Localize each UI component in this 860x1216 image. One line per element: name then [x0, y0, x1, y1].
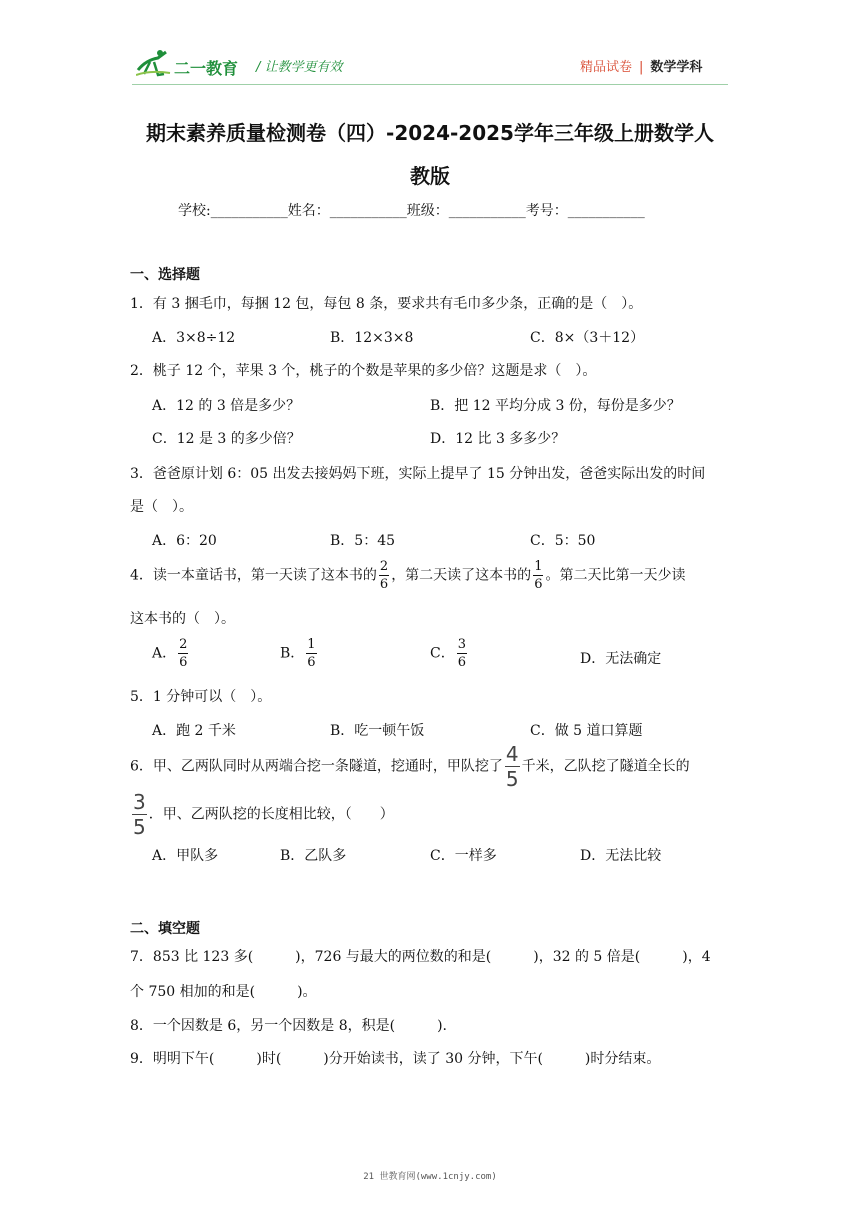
- fraction: [178, 638, 188, 669]
- question-3-option-a: A．6：20: [152, 533, 217, 549]
- question-5-option-c: C．做 5 道口算题: [530, 723, 643, 739]
- fraction-denominator: 5: [505, 767, 519, 791]
- question-4-stem-line1: [130, 560, 685, 591]
- question-6-option-a: A．甲队多: [152, 848, 219, 864]
- question-4-option-a: [152, 638, 190, 669]
- question-4-option-d: D．无法确定: [580, 651, 662, 667]
- fraction-numerator: 3: [457, 637, 466, 652]
- question-5-option-a: A．跑 2 千米: [152, 723, 236, 739]
- fraction: [379, 560, 389, 591]
- question-3-stem-line2: 是（ ）。: [130, 499, 193, 515]
- subject-tag: 数学学科: [650, 60, 703, 75]
- fraction-numerator: 3: [133, 790, 146, 814]
- question-6-option-b: B．乙队多: [280, 848, 347, 864]
- logo-text: 二一教育: [174, 59, 239, 78]
- question-2-option-a: A．12 的 3 倍是多少？: [152, 398, 301, 414]
- question-3-option-c: C．5：50: [530, 533, 596, 549]
- fraction: [457, 638, 467, 669]
- question-8-line1: 8．一个因数是 6，另一个因数是 8，积是( ).: [130, 1018, 447, 1034]
- fraction-denominator: 5: [133, 815, 146, 839]
- question-4-option-c: [430, 638, 469, 669]
- question-3-option-b: B．5：45: [330, 533, 396, 549]
- question-2-option-d: D．12 比 3 多多少？: [430, 431, 566, 447]
- option-label: A．: [152, 645, 177, 662]
- fraction: [132, 792, 147, 837]
- section-heading-fill-in: 二、填空题: [130, 921, 200, 937]
- question-3-stem-line1: 3．爸爸原计划 6：05 出发去接妈妈下班，实际上提早了 15 分钟出发，爸爸实际出发的时间: [130, 466, 706, 482]
- fraction-numerator: 2: [379, 559, 389, 574]
- question-4-option-b: [280, 638, 319, 669]
- student-info-line: 学校:___________姓名：___________班级：___________考号：___________: [178, 203, 645, 219]
- question-2-option-c: C．12 是 3 的多少倍？: [152, 431, 301, 447]
- page-footer: 21 世教育网(www.1cnjy.com): [363, 1172, 497, 1182]
- question-1-option-b: B．12×3×8: [330, 330, 414, 346]
- page-title-line2: 教版: [410, 164, 450, 188]
- question-6-stem-line1: [130, 744, 690, 789]
- fraction-denominator: 6: [457, 655, 466, 670]
- question-5-stem: 5．1 分钟可以（ ）。: [130, 689, 272, 705]
- tag-separator: |: [639, 60, 644, 75]
- option-label: B．: [280, 645, 305, 662]
- question-4-text-c: 。第二天比第一天少读: [545, 567, 686, 584]
- question-5-option-b: B．吃一顿午饭: [330, 723, 425, 739]
- question-7-line1: 7．853 比 123 多( )，726 与最大的两位数的和是( )，32 的 5 倍是( )，4: [130, 949, 711, 965]
- question-6-option-d: D．无法比较: [580, 848, 662, 864]
- question-4-text-b: ，第二天读了这本书的: [391, 567, 532, 584]
- option-label: C．: [430, 645, 455, 662]
- question-2-stem: 2．桃子 12 个，苹果 3 个，桃子的个数是苹果的多少倍？这题是求（ ）。: [130, 363, 597, 379]
- fraction: [306, 638, 316, 669]
- fraction: [533, 560, 543, 591]
- fraction: [505, 744, 520, 789]
- page-title-line1: 期末素养质量检测卷（四）-2024-2025学年三年级上册数学人: [146, 121, 714, 145]
- question-7-line2: 个 750 相加的和是( )。: [130, 984, 317, 1000]
- fraction-numerator: 1: [534, 559, 543, 574]
- fraction-denominator: 6: [179, 655, 188, 670]
- fraction-denominator: 6: [307, 655, 316, 670]
- section-heading-choice: 一、选择题: [130, 267, 200, 283]
- fraction-numerator: 1: [307, 637, 316, 652]
- header-tags: [580, 56, 702, 75]
- fraction-denominator: 6: [379, 577, 389, 592]
- question-4-stem-line2: 这本书的（ ）。: [130, 611, 235, 627]
- runner-logo-icon: [136, 48, 174, 78]
- quality-tag: 精品试卷: [580, 60, 633, 75]
- fraction-numerator: 2: [179, 637, 188, 652]
- question-9-line1: 9．明明下午( )时( )分开始读书，读了 30 分钟，下午( )时分结束。: [130, 1051, 661, 1067]
- question-6-option-c: C．一样多: [430, 848, 497, 864]
- header-divider: [132, 84, 728, 85]
- question-6-stem-line2: [130, 792, 394, 837]
- fraction-denominator: 6: [534, 577, 543, 592]
- question-1-option-c: C．8×（3＋12）: [530, 330, 645, 346]
- question-1-option-a: A．3×8÷12: [152, 330, 236, 346]
- fraction-numerator: 4: [505, 742, 519, 766]
- question-1-stem: 1．有 3 捆毛巾，每捆 12 包，每包 8 条，要求共有毛巾多少条，正确的是（ ）。: [130, 296, 643, 312]
- question-6-text-c: ．甲、乙两队挖的长度相比较，（ ）: [148, 806, 394, 823]
- question-6-text-a: 6．甲、乙两队同时从两端合挖一条隧道，挖通时，甲队挖了: [130, 758, 503, 775]
- question-4-text-a: 4．读一本童话书，第一天读了这本书的: [130, 567, 377, 584]
- question-2-option-b: B．把 12 平均分成 3 份，每份是多少？: [430, 398, 681, 414]
- slogan: / 让教学更有效: [256, 60, 343, 75]
- question-6-text-b: 千米，乙队挖了隧道全长的: [521, 758, 690, 775]
